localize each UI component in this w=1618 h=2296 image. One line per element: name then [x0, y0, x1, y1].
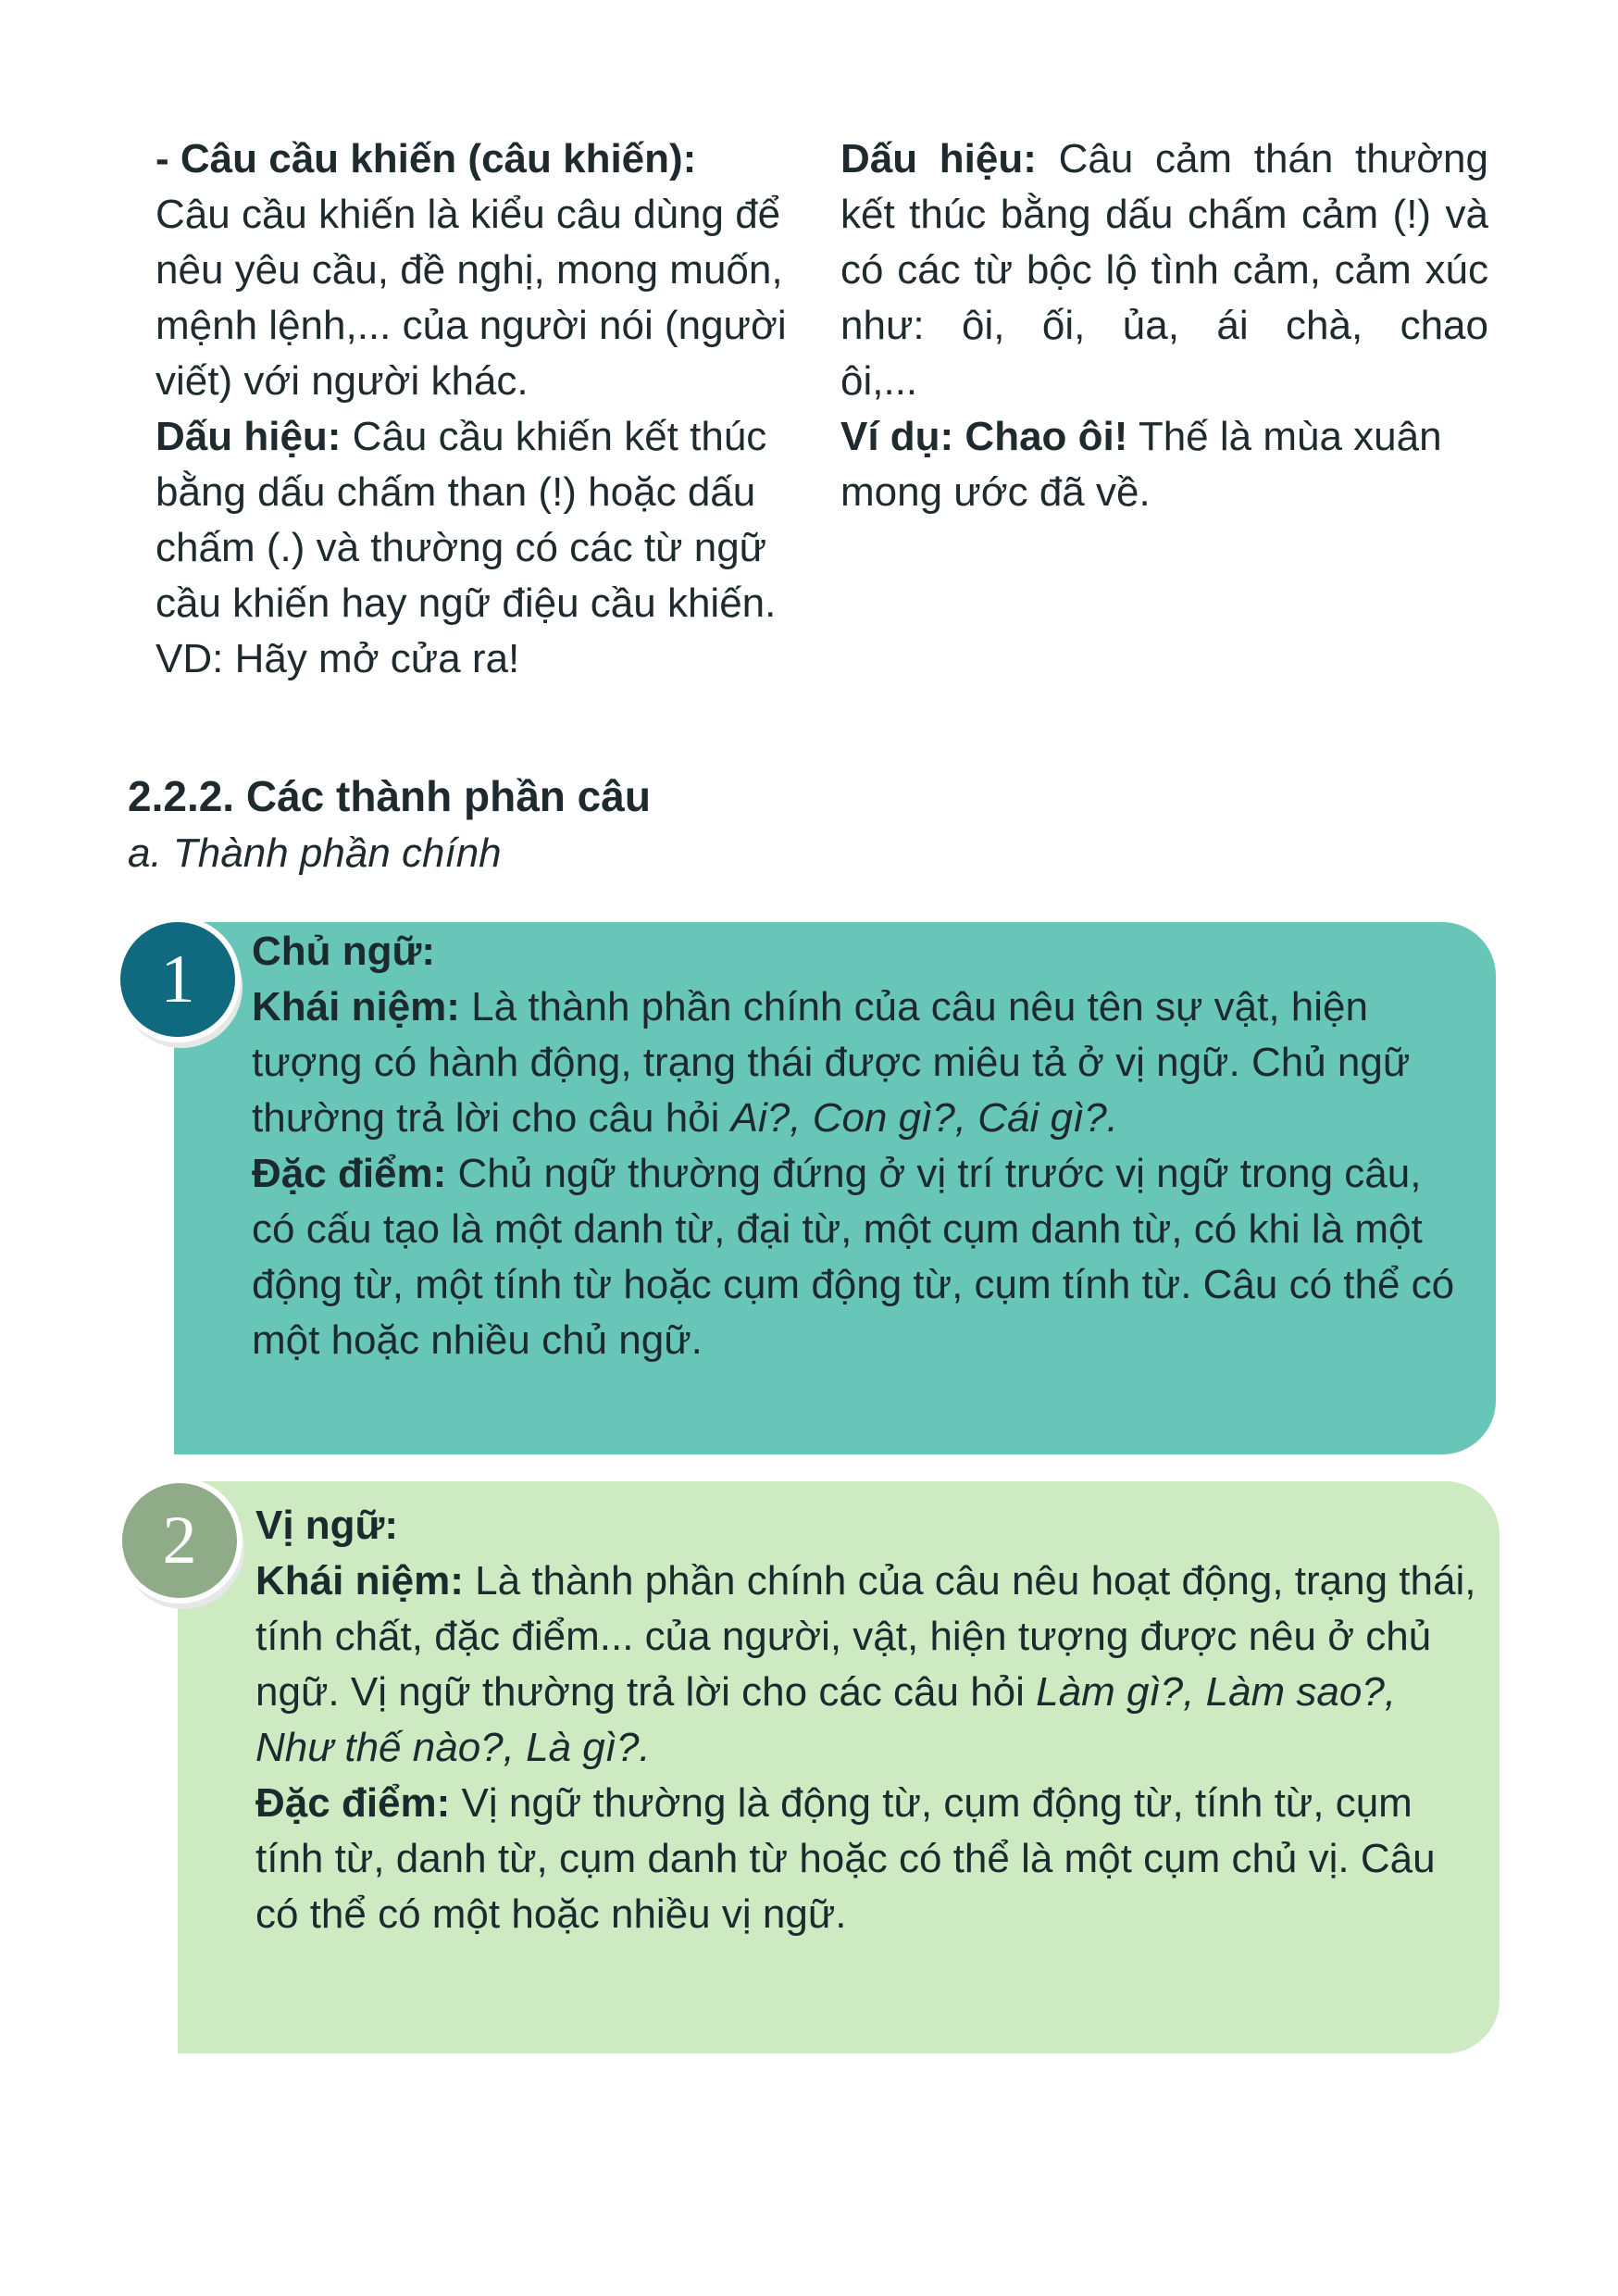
left-column	[156, 131, 794, 687]
predicate-card	[178, 1481, 1500, 2053]
number-badge-2	[117, 1478, 243, 1603]
imperative-sign-text: Câu cầu khiến kết thúc bằng dấu chấm than (!) hoặc dấu chấm (.) và thường có các từ ngữ cầu khiến hay ngữ điệu cầu khiến.	[156, 414, 777, 626]
imperative-heading: - Câu cầu khiến (câu khiến):	[156, 136, 697, 181]
subject-feature-text: Chủ ngữ thường đứng ở vị trí trước vị ngữ trong câu, có cấu tạo là một danh từ, đại từ, một cụm danh từ, có khi là một động từ, một tính từ hoặc cụm động từ, cụm tính từ. Câu có thể có một hoặc nhiều chủ ngữ.	[252, 1151, 1455, 1363]
exclamative-sign-label: Dấu hiệu:	[840, 136, 1037, 181]
imperative-definition: Câu cầu khiến là kiểu câu dùng để nêu yêu cầu, đề nghị, mong muốn, mệnh lệnh,... của người nói (người viết) với người khác.	[156, 192, 787, 404]
exclamative-example-label: Ví dụ: Chao ôi!	[840, 414, 1128, 459]
predicate-concept-label: Khái niệm:	[255, 1558, 464, 1603]
predicate-concept-questions: Làm gì?, Làm sao?, Như thế nào?, Là gì?.	[255, 1669, 1397, 1770]
subject-title: Chủ ngữ:	[252, 929, 436, 974]
imperative-example: VD: Hãy mở cửa ra!	[156, 636, 520, 681]
imperative-sign	[156, 409, 794, 631]
predicate-feature-label: Đặc điểm:	[255, 1780, 451, 1826]
exclamative-example-text: Thế là mùa xuân mong ước đã về.	[840, 414, 1442, 515]
number-badge-1	[115, 917, 241, 1042]
right-column	[840, 131, 1488, 520]
predicate-feature	[255, 1776, 1477, 1942]
subject-concept-text: Là thành phần chính của câu nêu tên sự vật, hiện tượng có hành động, trạng thái được miêu tả ở vị ngữ. Chủ ngữ thường trả lời cho câu hỏi	[252, 984, 1411, 1141]
predicate-concept-text: Là thành phần chính của câu nêu hoạt động, trạng thái, tính chất, đặc điểm... của người, vật, hiện tượng được nêu ở chủ ngữ. Vị ngữ thường trả lời cho các câu hỏi	[255, 1558, 1476, 1715]
number-badge-2-circle: 2	[117, 1478, 243, 1603]
predicate-title: Vị ngữ:	[255, 1503, 399, 1548]
exclamative-sign	[840, 131, 1488, 354]
number-badge-1-circle: 1	[115, 917, 241, 1042]
exclamative-sign-text: Câu cảm thán thường kết thúc bằng dấu chấm cảm (!) và có các từ bộc lộ tình cảm, cảm xúc như: ôi, ối, ủa, ái chà, chao	[840, 136, 1489, 348]
section-heading: 2.2.2. Các thành phần câu	[128, 772, 651, 820]
subject-concept	[252, 980, 1474, 1146]
exclamative-example	[840, 409, 1488, 520]
imperative-sign-label: Dấu hiệu:	[156, 414, 342, 459]
subject-feature	[252, 1146, 1474, 1368]
subject-card-body	[252, 924, 1474, 1368]
predicate-concept	[255, 1554, 1477, 1776]
exclamative-sign-tail: ôi,...	[840, 358, 918, 404]
subject-card	[174, 922, 1496, 1454]
subject-concept-questions: Ai?, Con gì?, Cái gì?.	[730, 1095, 1118, 1141]
subsection-heading: a. Thành phần chính	[128, 830, 502, 876]
predicate-card-body	[255, 1498, 1477, 1942]
subject-feature-label: Đặc điểm:	[252, 1151, 447, 1196]
predicate-feature-text: Vị ngữ thường là động từ, cụm động từ, tính từ, cụm tính từ, danh từ, cụm danh từ hoặc có thể là một cụm chủ vị. Câu có thể có một hoặc nhiều vị ngữ.	[255, 1780, 1436, 1937]
subject-concept-label: Khái niệm:	[252, 984, 460, 1029]
